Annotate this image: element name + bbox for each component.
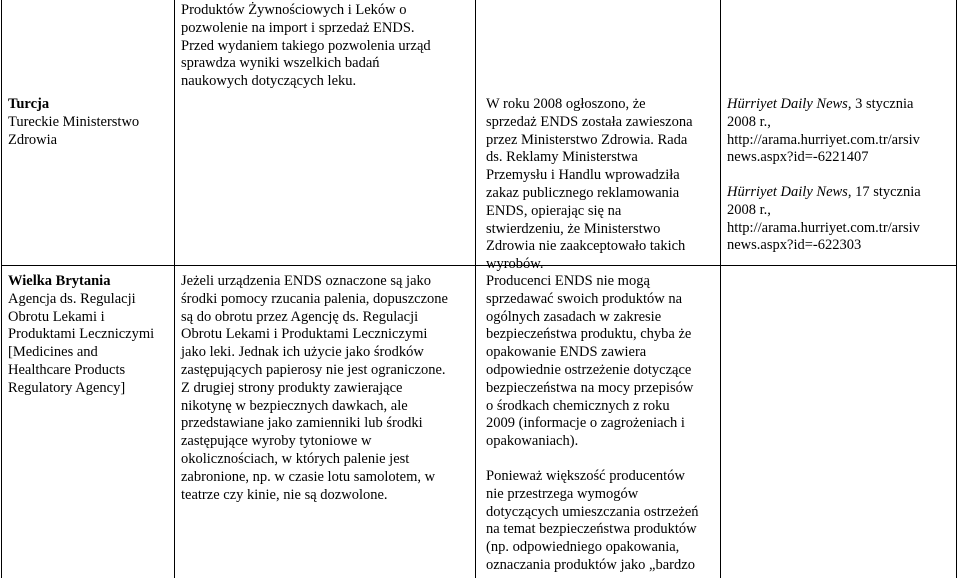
authority-line: Produktami Leczniczymi [8,326,155,343]
status-text-line: opakowaniach). [486,433,579,450]
regulation-text-line: jako leki. Jednak ich użycie jako środków [181,344,424,361]
source-line: 2008 r., [727,113,771,130]
source-name: Hürriyet Daily News [727,184,848,200]
source-url-line: news.aspx?id=-6221407 [727,149,869,166]
source-url-line: news.aspx?id=-622303 [727,237,862,254]
source-citation [727,96,913,114]
status-text-line: opakowanie ENDS zawiera [486,344,647,361]
source-name: Hürriyet Daily News [727,96,848,112]
status-text-line: zakaz publicznego reklamowania [486,185,680,201]
authority-line: Tureckie Ministerstwo [8,113,140,130]
status-text-line: oznaczania produktów jako „bardzo [486,557,695,573]
status-text-line: o środkach chemicznych z roku [486,397,670,414]
regulation-text-line: zastępujące wyroby tytoniowe w [181,433,372,450]
source-url-line: http://arama.hurriyet.com.tr/arsiv [727,131,920,148]
regulation-text-line: pozwolenie na import i sprzedaż ENDS. [181,19,415,36]
status-text-line: nie przestrzega wymogów [486,485,639,502]
authority-line: Obrotu Lekami i [8,308,105,325]
regulation-text-line: sprawdza wyniki wszelkich badań [181,55,380,72]
authority-line: Regulatory Agency] [8,379,126,396]
regulation-text-line: zastępujących papierosy nie jest ograniczone. [181,362,446,378]
source-citation [727,184,921,202]
status-text-line: na temat bezpieczeństwa produktów [486,521,697,538]
source-date: , 17 stycznia [847,184,921,200]
regulation-text-line: okolicznościach, w których palenie jest [181,451,410,467]
status-text-line: bezpieczeństwa produktu, chyba że [486,326,692,343]
regulation-text-line: teatrze czy kinie, nie są dozwolone. [181,486,388,503]
source-url-line: http://arama.hurriyet.com.tr/arsiv [727,219,920,236]
regulation-text-line: Z drugiej strony produkty zawierające [181,379,403,396]
status-text-line: przez Ministerstwo Zdrowia. Rada [486,131,688,148]
regulation-text-line: środki pomocy rzucania palenia, dopuszczone [181,290,448,307]
row-divider [1,265,957,266]
regulation-text-line: Jeżeli urządzenia ENDS oznaczone są jako [181,273,432,289]
authority-line: [Medicines and [8,344,98,361]
status-text-line: ds. Reklamy Ministerstwa [486,149,638,166]
table-border-right [956,0,957,578]
country-name-turcja: Turcja [8,96,50,112]
status-text-line: Zdrowia nie zaakceptowało takich [486,238,686,255]
status-text-line: bezpieczeństwa na mocy przepisów [486,379,694,396]
authority-line: Zdrowia [8,131,58,148]
status-text-line: Producenci ENDS nie mogą [486,273,650,289]
status-text-line: stwierdzeniu, że Ministerstwo [486,220,661,237]
status-text-line: 2009 (informacje o zagrożeniach i [486,415,685,432]
regulation-text-line: Przed wydaniem takiego pozwolenia urząd [181,37,431,54]
regulation-text-line: zabronione, np. w czasie lotu samolotem, w [181,468,436,485]
status-text-line: ENDS, opierając się na [486,202,622,219]
status-text-line: (np. odpowiedniego opakowania, [486,539,680,556]
status-text-line: W roku 2008 ogłoszono, że [486,96,646,112]
regulation-text-line: są do obrotu przez Agencję ds. Regulacji [181,308,419,325]
column-divider-2 [475,0,476,578]
status-text-line: ogólnych zasadach w zakresie [486,308,662,325]
source-date: , 3 stycznia [847,96,914,112]
regulation-text-line: Produktów Żywnościowych i Leków o [181,2,407,18]
table-border-left [1,0,2,578]
regulation-text-line: przedstawiane jako zamienniki lub środki [181,415,423,432]
regulation-text-line: Obrotu Lekami i Produktami Leczniczymi [181,326,428,343]
column-divider-3 [720,0,721,578]
status-text-line: Przemysłu i Handlu wprowadziła [486,167,680,184]
status-text-line: dotyczących umieszczania ostrzeżeń [486,503,699,520]
country-name-wielka-brytania: Wielka Brytania [8,273,111,289]
source-line: 2008 r., [727,201,771,218]
status-text-line: sprzedawać swoich produktów na [486,290,683,307]
column-divider-1 [174,0,175,578]
regulation-text-line: naukowych dotyczących leku. [181,73,357,90]
authority-line: Agencja ds. Regulacji [8,290,136,307]
status-text-line: wyrobów. [486,256,544,273]
authority-line: Healthcare Products [8,362,126,378]
status-text-line: odpowiednie ostrzeżenie dotyczące [486,362,692,378]
regulation-text-line: nikotynę w bezpiecznych dawkach, ale [181,397,408,414]
status-text-line: Ponieważ większość producentów [486,468,685,484]
status-text-line: sprzedaż ENDS została zawieszona [486,113,693,130]
